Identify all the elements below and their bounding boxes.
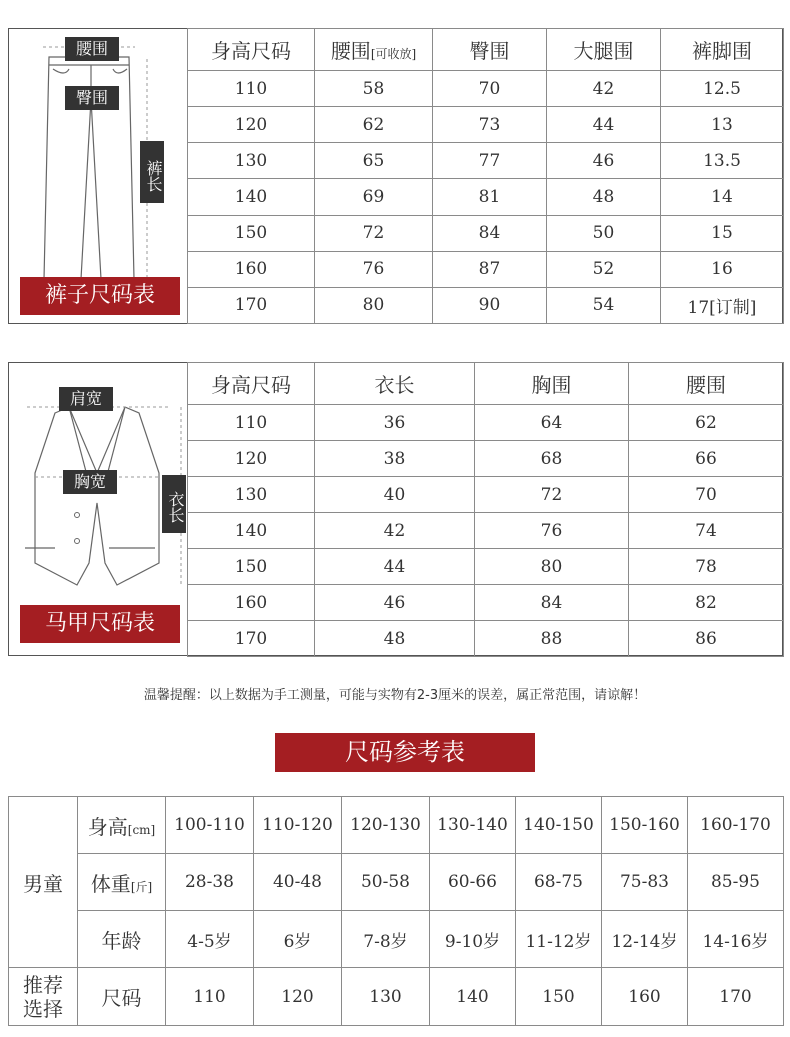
waist-cell: 86 (629, 621, 784, 657)
waist-cell: 78 (629, 549, 784, 585)
weight-range-cell: 60-66 (430, 854, 516, 911)
waist-tag: 腰围 (65, 37, 119, 61)
age-range-cell: 14-16岁 (688, 911, 784, 968)
age-label: 年龄 (78, 911, 166, 968)
height-range-cell: 100-110 (166, 797, 254, 854)
pants-header-hem: 裤脚围 (661, 29, 784, 71)
shoulder-tag: 肩宽 (59, 387, 113, 411)
chest-cell: 72 (475, 477, 629, 513)
pants-header-hip: 臀围 (433, 29, 547, 71)
weight-range-cell: 75-83 (602, 854, 688, 911)
reference-table (8, 796, 784, 1026)
hem-cell: 12.5 (661, 71, 784, 107)
waist-cell: 70 (629, 477, 784, 513)
group-label: 男童 (9, 797, 78, 968)
age-range-cell: 9-10岁 (430, 911, 516, 968)
recommended-size-cell: 170 (688, 968, 784, 1026)
thigh-cell: 46 (547, 143, 661, 179)
height-size-cell: 130 (188, 477, 315, 513)
thigh-cell: 50 (547, 215, 661, 251)
waist-cell: 62 (629, 405, 784, 441)
chest-cell: 84 (475, 585, 629, 621)
thigh-cell: 54 (547, 287, 661, 323)
recommend-label: 推荐选择 (9, 968, 78, 1026)
recommended-size-cell: 150 (516, 968, 602, 1026)
hem-cell: 13 (661, 107, 784, 143)
table-row (188, 107, 784, 143)
hip-cell: 73 (433, 107, 547, 143)
height-size-cell: 150 (188, 549, 315, 585)
pants-size-panel (8, 28, 783, 324)
vest-length-tag (162, 475, 186, 533)
pants-header-waist-label: 腰围 (330, 39, 371, 64)
vest-size-table (187, 362, 784, 657)
pants-header-waist (315, 29, 433, 71)
weight-range-cell: 40-48 (254, 854, 342, 911)
measurement-note: 温馨提醒：以上数据为手工测量，可能与实物有2-3厘米的误差，属正常范围，请谅解！ (143, 688, 647, 703)
hip-cell: 84 (433, 215, 547, 251)
hip-tag: 臀围 (65, 86, 119, 110)
chest-cell: 68 (475, 441, 629, 477)
height-size-cell: 140 (188, 513, 315, 549)
hip-cell: 87 (433, 251, 547, 287)
hip-cell: 70 (433, 71, 547, 107)
thigh-cell: 52 (547, 251, 661, 287)
hip-cell: 81 (433, 179, 547, 215)
height-label-cell (78, 797, 166, 854)
table-row (188, 215, 784, 251)
height-size-cell: 160 (188, 251, 315, 287)
thigh-cell: 42 (547, 71, 661, 107)
pants-size-table (187, 28, 784, 324)
vest-header-length: 衣长 (315, 363, 475, 405)
table-row (188, 405, 784, 441)
pants-length-label: 裤长 (144, 160, 163, 192)
weight-label: 体重 (90, 871, 131, 896)
table-row (188, 513, 784, 549)
table-row (188, 621, 784, 657)
age-range-cell: 6岁 (254, 911, 342, 968)
height-size-cell: 120 (188, 441, 315, 477)
weight-range-cell: 50-58 (342, 854, 430, 911)
weight-range-cell: 68-75 (516, 854, 602, 911)
weight-unit: [斤] (130, 879, 153, 894)
table-row (188, 251, 784, 287)
thigh-cell: 44 (547, 107, 661, 143)
vest-chart-banner: 马甲尺码表 (20, 605, 180, 643)
waist-cell: 76 (315, 251, 433, 287)
height-label: 身高 (87, 814, 128, 839)
height-range-cell: 120-130 (342, 797, 430, 854)
height-size-cell: 150 (188, 215, 315, 251)
hem-cell: 17[订制] (661, 287, 784, 323)
height-range-cell: 140-150 (516, 797, 602, 854)
table-row (188, 441, 784, 477)
length-cell: 36 (315, 405, 475, 441)
weight-range-cell: 28-38 (166, 854, 254, 911)
table-row (188, 143, 784, 179)
weight-label-cell (78, 854, 166, 911)
length-cell: 42 (315, 513, 475, 549)
table-row (188, 585, 784, 621)
height-size-cell: 160 (188, 585, 315, 621)
length-cell: 48 (315, 621, 475, 657)
thigh-cell: 48 (547, 179, 661, 215)
length-cell: 44 (315, 549, 475, 585)
pants-header-thigh: 大腿围 (547, 29, 661, 71)
hem-cell: 14 (661, 179, 784, 215)
reference-title-banner: 尺码参考表 (275, 733, 535, 772)
recommended-size-cell: 120 (254, 968, 342, 1026)
waist-cell: 80 (315, 287, 433, 323)
vest-size-panel (8, 362, 783, 656)
hem-cell: 16 (661, 251, 784, 287)
table-row (188, 477, 784, 513)
hem-cell: 15 (661, 215, 784, 251)
table-row (188, 71, 784, 107)
waist-cell: 82 (629, 585, 784, 621)
table-row (188, 179, 784, 215)
vest-header-waist: 腰围 (629, 363, 784, 405)
height-size-cell: 130 (188, 143, 315, 179)
waist-cell: 66 (629, 441, 784, 477)
hip-cell: 77 (433, 143, 547, 179)
chest-cell: 76 (475, 513, 629, 549)
height-size-cell: 110 (188, 71, 315, 107)
chest-cell: 64 (475, 405, 629, 441)
vest-header-chest: 胸围 (475, 363, 629, 405)
age-range-cell: 12-14岁 (602, 911, 688, 968)
height-size-cell: 170 (188, 621, 315, 657)
length-cell: 40 (315, 477, 475, 513)
chest-cell: 80 (475, 549, 629, 585)
height-range-cell: 110-120 (254, 797, 342, 854)
size-label: 尺码 (78, 968, 166, 1026)
height-range-cell: 130-140 (430, 797, 516, 854)
table-row (188, 287, 784, 323)
height-range-cell: 160-170 (688, 797, 784, 854)
weight-range-cell: 85-95 (688, 854, 784, 911)
recommended-size-cell: 130 (342, 968, 430, 1026)
chest-tag: 胸宽 (63, 470, 117, 494)
waist-cell: 72 (315, 215, 433, 251)
height-size-cell: 120 (188, 107, 315, 143)
waist-cell: 69 (315, 179, 433, 215)
height-size-cell: 110 (188, 405, 315, 441)
hip-cell: 90 (433, 287, 547, 323)
table-row (188, 549, 784, 585)
waist-cell: 58 (315, 71, 433, 107)
waist-cell: 62 (315, 107, 433, 143)
height-size-cell: 140 (188, 179, 315, 215)
recommended-size-cell: 140 (430, 968, 516, 1026)
vest-header-height: 身高尺码 (188, 363, 315, 405)
pants-header-height: 身高尺码 (188, 29, 315, 71)
recommended-size-cell: 160 (602, 968, 688, 1026)
length-cell: 38 (315, 441, 475, 477)
vest-length-label: 衣长 (166, 491, 185, 523)
age-range-cell: 4-5岁 (166, 911, 254, 968)
hem-cell: 13.5 (661, 143, 784, 179)
waist-cell: 65 (315, 143, 433, 179)
pants-length-tag (140, 141, 164, 203)
recommended-size-cell: 110 (166, 968, 254, 1026)
height-size-cell: 170 (188, 287, 315, 323)
length-cell: 46 (315, 585, 475, 621)
waist-cell: 74 (629, 513, 784, 549)
pants-chart-banner: 裤子尺码表 (20, 277, 180, 315)
pants-header-waist-note: [可收放] (370, 47, 417, 62)
height-unit: [cm] (127, 822, 156, 837)
chest-cell: 88 (475, 621, 629, 657)
age-range-cell: 11-12岁 (516, 911, 602, 968)
height-range-cell: 150-160 (602, 797, 688, 854)
age-range-cell: 7-8岁 (342, 911, 430, 968)
